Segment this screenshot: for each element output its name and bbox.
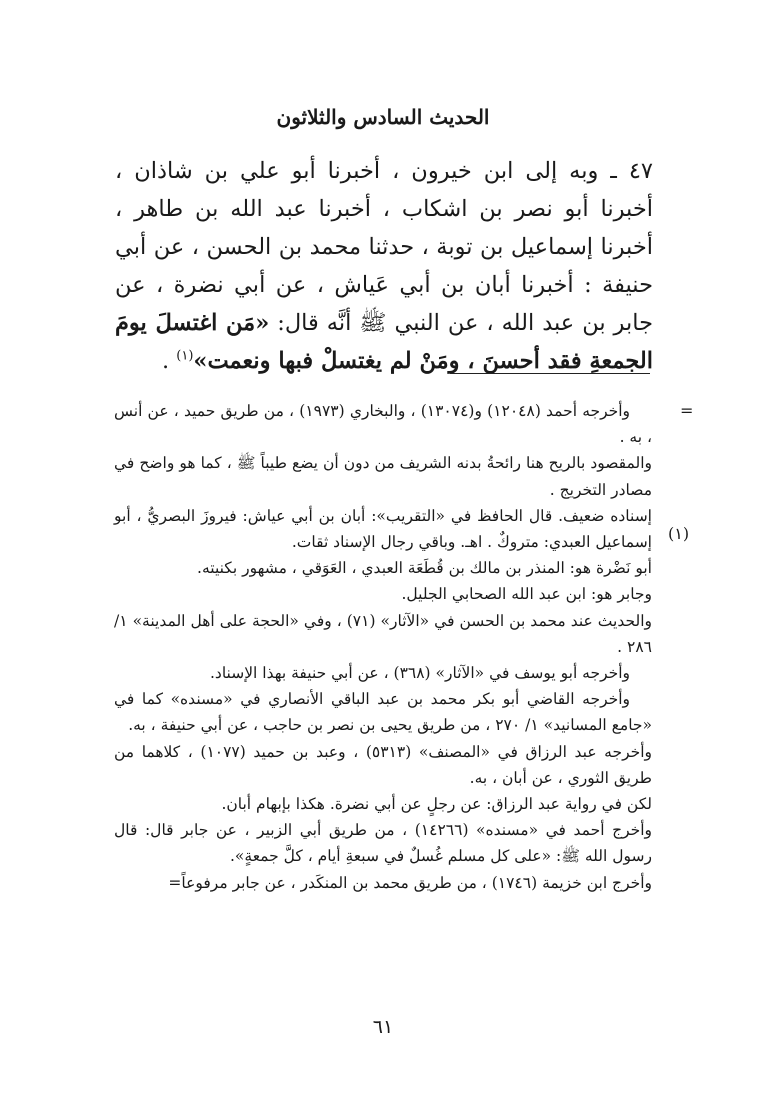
footnote-paragraph: والمقصود بالريح هنا رائحةُ بدنه الشريف من دون أن يضع طيباً ﷺ ، كما هو واضح في مصادر التخريج . [114,454,652,499]
footnotes [114,398,652,896]
footnote-paragraph: وأخرجه القاضي أبو بكر محمد بن عبد الباقي الأنصاري في «مسنده» كما في «جامع المسانيد» ١/ ٢٧٠ ، من طريق يحيى بن نصر بن حاجب ، عن أبي حنيفة ، به. [114,690,652,735]
footnote-paragraph: أبو نَضْرة هو: المنذر بن مالك بن قُطَعَة العبدي ، العَوَقي ، مشهور بكنيته. [197,559,652,578]
footnote-paragraph: وأخرجه أحمد (١٢٠٤٨) و(١٣٠٧٤) ، والبخاري (١٩٧٣) ، من طريق حميد ، عن أنس ، به . [114,402,652,447]
hadith-number: ٤٧ [628,158,653,184]
footnote-paragraph: لكن في رواية عبد الرزاق: عن رجلٍ عن أبي نضرة. هكذا بإبهام أبان. [221,795,652,814]
hadith-text [115,152,653,380]
hadith-end: . [161,348,177,374]
footnote-separator [450,373,650,374]
hadith-matn: «مَن اغتسلَ يومَ الجمعةِ فقد أحسنَ ، ومَنْ لم يغتسلْ فبها ونعمت» [115,310,653,374]
footnote-paragraph: وأخرج أحمد في «مسنده» (١٤٢٦٦) ، من طريق أبي الزبير ، عن جابر قال: قال رسول الله ﷺ: «على كل مسلم غُسلٌ في سبعةِ أيام ، كلَّ جمعةٍ». [114,821,653,866]
footnote-reference[interactable]: (١) [176,348,194,364]
footnote-paragraph: إسناده ضعيف. قال الحافظ في «التقريب»: أبان بن أبي عياش: فيروزَ البصريُّ ، أبو إسماعيل العبدي: متروكٌ . اهـ. وباقي رجال الإسناد ثقات. [114,506,652,552]
footnote-paragraph: وأخرجه عبد الرزاق في «المصنف» (٥٣١٣) ، وعبد بن حميد (١٠٧٧) ، كلاهما من طريق الثوري ، عن أبان ، به. [114,742,652,787]
footnote-paragraph: والحديث عند محمد بن الحسن في «الآثار» (٧١) ، وفي «الحجة على أهل المدينة» ١/ ٢٨٦ . [114,611,652,656]
footnote-paragraph: وأخرج ابن خزيمة (١٧٤٦) ، من طريق محمد بن المنكَدر ، عن جابر مرفوعاً= [168,873,652,892]
page-number: ٦١ [372,1016,394,1038]
hadith-isnad: ـ وبه إلى ابن خيرون ، أخبرنا أبو علي بن شاذان ، أخبرنا أبو نصر بن اشكاب ، أخبرنا عبد الله بن طاهر ، أخبرنا إسماعيل بن توبة ، حدثنا محمد بن الحسن ، عن أبي حنيفة : أخبرنا أبان بن أبي عَياش ، عن أبي نضرة ، عن جابر بن عبد الله ، عن النبي ﷺ أنَّه قال: [115,158,653,336]
footnote-number-marker: (١) [668,524,690,543]
footnote-continuation-marker: = [680,401,694,420]
section-heading: الحديث السادس والثلاثون [276,105,490,129]
footnote-paragraph: وجابر هو: ابن عبد الله الصحابي الجليل. [401,585,652,604]
footnote-paragraph: وأخرجه أبو يوسف في «الآثار» (٣٦٨) ، عن أبي حنيفة بهذا الإسناد. [210,664,630,683]
